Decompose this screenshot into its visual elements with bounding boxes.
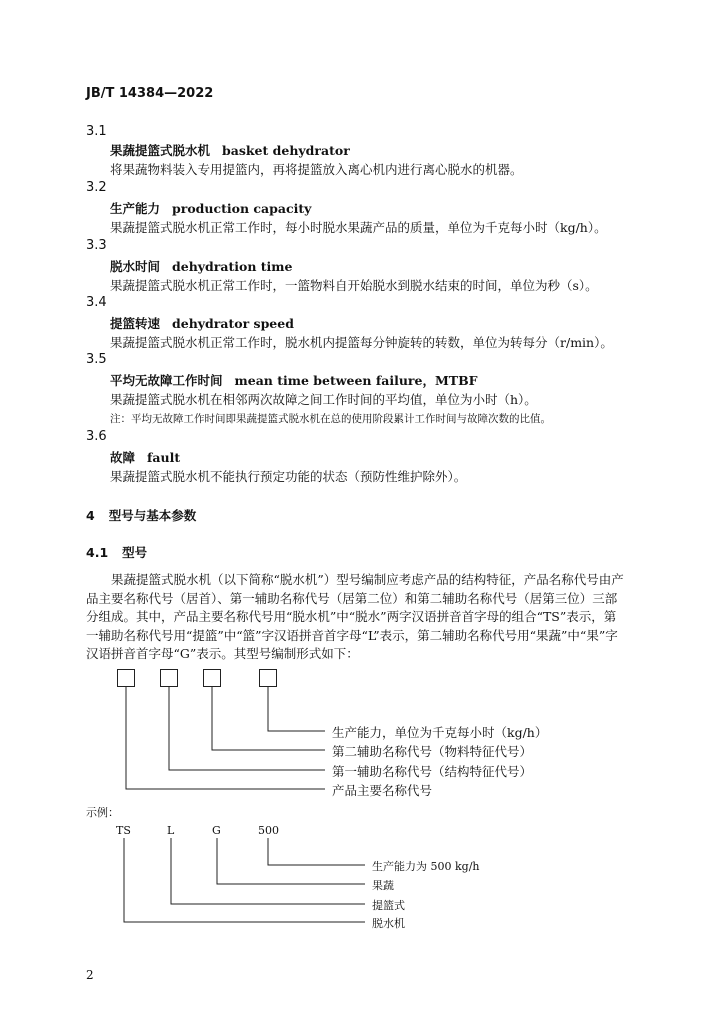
format-label-second-aux: 第二辅助名称代号（物料特征代号） [332,744,533,759]
format-label-first-aux: 第一辅助名称代号（结构特征代号） [332,764,533,779]
term-en: basket dehydrator [222,143,350,158]
term-definition: 果蔬提篮式脱水机在相邻两次故障之间工作时间的平均值，单位为小时（h）。 [110,392,537,407]
paragraph-text: 果蔬提篮式脱水机（以下简称“脱水机”）型号编制应考虑产品的结构特征，产品名称代号由产品主要名称代号（居首）、第一辅助名称代号（居第二位）和第二辅助名称代号（居第三位）三部分组成。其中，产品主要名称代号用“脱水机”中“脱水”两字汉语拼音首字母的组合“TS”表示，第一辅助名称代号用“提篮”中“篮”字汉语拼音首字母“L”表示，第二辅助名称代号用“果蔬”中“果”字汉语拼音首字母“G”表示。其型号编制形式如下： [86,572,624,661]
term-en: fault [147,450,181,465]
term-number: 3.2 [86,180,107,195]
document-code: JB/T 14384—2022 [86,86,214,101]
section-number: 4 [86,508,95,523]
example-code-500: 500 [258,824,279,837]
term-definition: 将果蔬物料装入专用提篮内，再将提篮放入离心机内进行离心脱水的机器。 [110,162,523,177]
example-title: 示例： [86,806,119,819]
term-definition: 果蔬提篮式脱水机正常工作时，脱水机内提篮每分钟旋转的转数，单位为转每分（r/min）。 [110,335,613,350]
term-zh: 果蔬提篮式脱水机 [110,143,211,158]
term-zh: 平均无故障工作时间 [110,373,223,388]
term-zh: 生产能力 [110,201,161,216]
term-number: 3.1 [86,124,107,139]
term-definition: 果蔬提篮式脱水机不能执行预定功能的状态（预防性维护除外）。 [110,469,467,484]
term-en: dehydration time [172,259,293,274]
subsection-number: 4.1 [86,545,109,560]
format-label-main: 产品主要名称代号 [332,783,433,798]
term-definition: 果蔬提篮式脱水机正常工作时，一篮物料自开始脱水到脱水结束的时间，单位为秒（s）。 [110,278,598,293]
page-number: 2 [86,968,94,982]
section-title: 型号与基本参数 [108,508,197,523]
example-code-l: L [167,824,175,837]
format-label-capacity: 生产能力，单位为千克每小时（kg/h） [332,725,548,740]
term-zh: 提篮转速 [110,316,161,331]
example-label-fruit-veg: 果蔬 [372,879,394,892]
term-en: mean time between failure，MTBF [234,373,478,388]
subsection-title: 型号 [122,545,148,560]
term-zh: 脱水时间 [110,259,161,274]
term-number: 3.4 [86,295,107,310]
example-label-dehydrator: 脱水机 [372,917,405,930]
example-label-basket: 提篮式 [372,899,405,912]
term-en: production capacity [172,201,312,216]
term-number: 3.6 [86,429,107,444]
term-zh: 故障 [110,450,136,465]
term-number: 3.3 [86,238,107,253]
term-number: 3.5 [86,352,107,367]
example-code-g: G [212,824,221,837]
example-label-capacity: 生产能力为 500 kg/h [372,860,480,873]
term-definition: 果蔬提篮式脱水机正常工作时，每小时脱水果蔬产品的质量，单位为千克每小时（kg/h）。 [110,220,607,235]
term-note: 注：平均无故障工作时间即果蔬提篮式脱水机在总的使用阶段累计工作时间与故障次数的比值。 [110,413,551,425]
term-en: dehydrator speed [172,316,294,331]
example-code-ts: TS [116,824,131,837]
